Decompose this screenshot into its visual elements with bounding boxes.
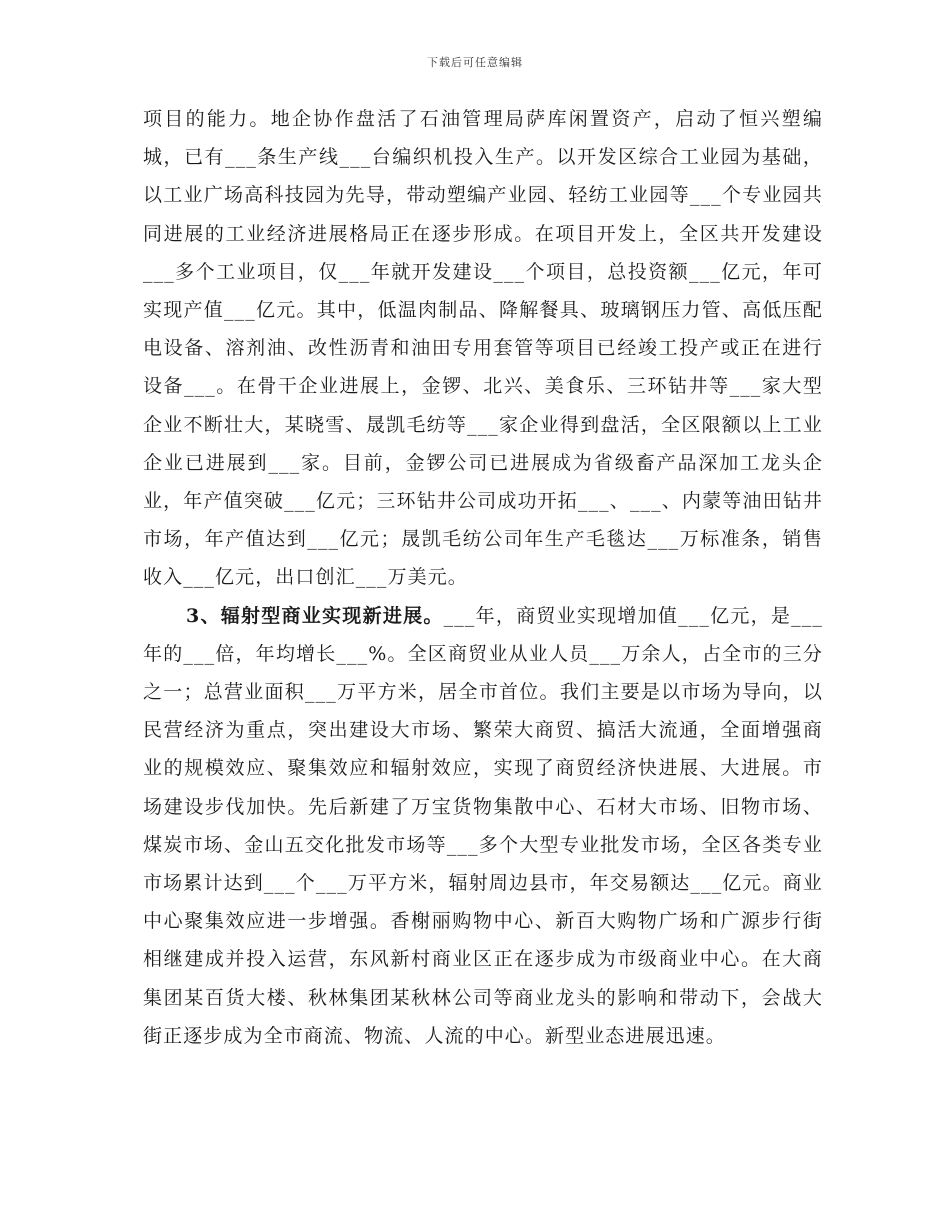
document-body [143, 100, 823, 1055]
page-header: 下载后可任意编辑 [427, 56, 523, 69]
section-text: ___年，商贸业实现增加值___亿元，是___年的___倍，年均增长___%。全区商贸业从业人员___万余人，占全市的三分之一；总营业面积___万平方米，居全市首位。我们主要是以市场为导向，以民营经济为重点，突出建设大市场、繁荣大商贸、搞活大流通，全面增强商业的规模效应、聚集效应和辐射效应，实现了商贸经济快进展、大进展。市场建设步伐加快。先后新建了万宝货物集散中心、石材大市场、旧物市场、煤炭市场、金山五交化批发市场等___多个大型专业批发市场，全区各类专业市场累计达到___个___万平方米，辐射周边县市，年交易额达___亿元。商业中心聚集效应进一步增强。香榭丽购物中心、新百大购物广场和广源步行街相继建成并投入运营，东风新村商业区正在逐步成为市级商业中心。在大商集团某百货大楼、秋林集团某秋林公司等商业龙头的影响和带动下，会战大街正逐步成为全市商流、物流、人流的中心。新型业态进展迅速。 [143, 604, 823, 1047]
section-heading: 3、辐射型商业实现新进展。 [186, 604, 444, 627]
body-paragraph: 项目的能力。地企协作盘活了石油管理局萨库闲置资产，启动了恒兴塑编城，已有___条生产线___台编织机投入生产。以开发区综合工业园为基础，以工业广场高科技园为先导，带动塑编产业园、轻纺工业园等___个专业园共同进展的工业经济进展格局正在逐步形成。在项目开发上，全区共开发建设___多个工业项目，仅___年就开发建设___个项目，总投资额___亿元，年可实现产值___亿元。其中，低温肉制品、降解餐具、玻璃钢压力管、高低压配电设备、溶剂油、改性沥青和油田专用套管等项目已经竣工投产或正在进行设备___。在骨干企业进展上，金锣、北兴、美食乐、三环钻井等___家大型企业不断壮大，某晓雪、晟凯毛纺等___家企业得到盘活，全区限额以上工业企业已进展到___家。目前，金锣公司已进展成为省级畜产品深加工龙头企业，年产值突破___亿元；三环钻井公司成功开拓___、___、内蒙等油田钻井市场，年产值达到___亿元；晟凯毛纺公司年生产毛毯达___万标准条，销售收入___亿元，出口创汇___万美元。 [143, 108, 823, 589]
section-paragraph [143, 597, 823, 1055]
